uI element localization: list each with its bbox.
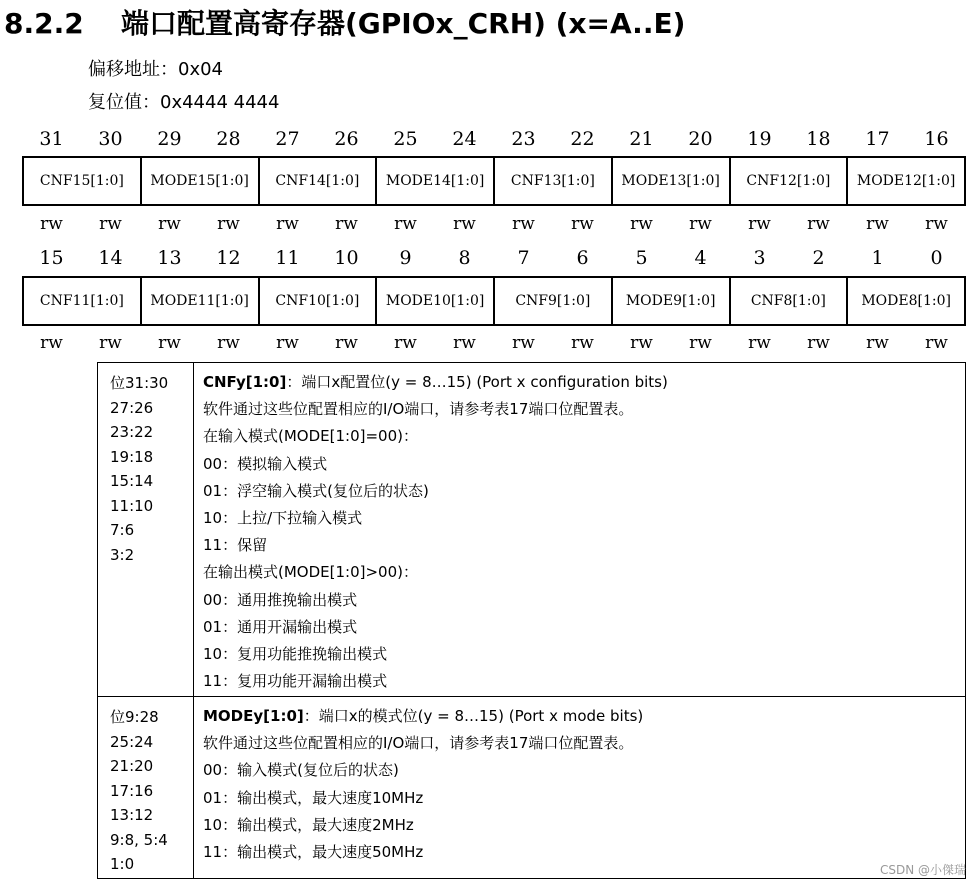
- section-title: 端口配置高寄存器(GPIOx_CRH) (x=A..E): [121, 7, 686, 40]
- bit-number: 1: [871, 247, 884, 269]
- bit-number: 25: [393, 128, 418, 150]
- bit-number: 0: [930, 247, 943, 269]
- register-field: CNF14[1:0]: [260, 158, 378, 204]
- field-summary: ：端口x的模式位(y = 8…15) (Port x mode bits): [303, 707, 644, 725]
- bit-range: 27:26: [110, 398, 154, 417]
- register-field: MODE14[1:0]: [377, 158, 495, 204]
- bit-number: 15: [39, 247, 64, 269]
- access-type: rw: [394, 214, 417, 234]
- bit-number: 23: [511, 128, 536, 150]
- bit-range-cell: [98, 697, 194, 879]
- register-field: CNF15[1:0]: [24, 158, 142, 204]
- access-type: rw: [866, 214, 889, 234]
- access-type: rw: [40, 333, 63, 353]
- bit-number: 29: [157, 128, 182, 150]
- access-type: rw: [335, 333, 358, 353]
- bit-number: 14: [98, 247, 123, 269]
- access-type: rw: [866, 333, 889, 353]
- bit-number: 22: [570, 128, 595, 150]
- access-type: rw: [807, 214, 830, 234]
- reset-value: 复位值：0x4444 4444: [88, 92, 280, 113]
- description-line: 11：复用功能开漏输出模式: [203, 672, 388, 691]
- access-type: rw: [158, 214, 181, 234]
- description-cell: [194, 363, 966, 697]
- description-line: 在输入模式(MODE[1:0]=00)：: [203, 427, 418, 446]
- bit-range: 7:6: [110, 521, 135, 539]
- description-line: 在输出模式(MODE[1:0]>00)：: [203, 563, 418, 582]
- bit-range: 9:8, 5:4: [110, 830, 168, 849]
- bit-number: 6: [576, 247, 589, 269]
- access-row-high: [22, 211, 966, 237]
- access-type: rw: [158, 333, 181, 353]
- access-type: rw: [394, 333, 417, 353]
- access-type: rw: [689, 214, 712, 234]
- access-type: rw: [630, 333, 653, 353]
- bit-number: 24: [452, 128, 477, 150]
- access-type: rw: [276, 333, 299, 353]
- bit-range: 15:14: [110, 472, 154, 490]
- description-line: 00：模拟输入模式: [203, 454, 328, 473]
- field-heading: [203, 703, 965, 730]
- access-type: rw: [925, 214, 948, 234]
- bit-number: 19: [747, 128, 772, 150]
- field-heading: [203, 369, 965, 396]
- description-line: 11：输出模式，最大速度50MHz: [203, 843, 424, 862]
- bit-range: 位31:30: [110, 374, 169, 392]
- table-row: [98, 363, 966, 697]
- register-field: MODE11[1:0]: [142, 278, 260, 324]
- access-type: rw: [276, 214, 299, 234]
- access-type: rw: [99, 214, 122, 234]
- bit-range-cell: [98, 363, 194, 697]
- register-field: MODE12[1:0]: [848, 158, 966, 204]
- description-line: 00：通用推挽输出模式: [203, 590, 358, 609]
- register-field: MODE10[1:0]: [377, 278, 495, 324]
- register-field: CNF8[1:0]: [731, 278, 849, 324]
- bit-range: 3:2: [110, 545, 135, 564]
- bit-numbers-high: [22, 126, 966, 152]
- access-type: rw: [217, 214, 240, 234]
- access-type: rw: [748, 333, 771, 353]
- access-type: rw: [453, 333, 476, 353]
- bit-range: 1:0: [110, 855, 135, 873]
- bit-number: 17: [865, 128, 890, 150]
- bit-number: 2: [812, 247, 825, 269]
- bit-number: 10: [334, 247, 359, 269]
- access-type: rw: [512, 333, 535, 353]
- section-heading: [4, 4, 685, 44]
- register-field: MODE9[1:0]: [613, 278, 731, 324]
- description-line: 10：上拉/下拉输入模式: [203, 509, 363, 528]
- bit-range: 21:20: [110, 757, 154, 775]
- access-type: rw: [630, 214, 653, 234]
- bit-number: 30: [98, 128, 123, 150]
- register-field: CNF10[1:0]: [260, 278, 378, 324]
- bit-number: 26: [334, 128, 359, 150]
- register-fields-high: [22, 156, 966, 206]
- register-field: CNF9[1:0]: [495, 278, 613, 324]
- bit-number: 4: [694, 247, 707, 269]
- bit-number: 3: [753, 247, 766, 269]
- access-type: rw: [925, 333, 948, 353]
- description-line: 01：浮空输入模式(复位后的状态): [203, 481, 429, 500]
- bit-range: 23:22: [110, 423, 154, 441]
- bit-number: 12: [216, 247, 241, 269]
- access-type: rw: [571, 214, 594, 234]
- bit-number: 28: [216, 128, 241, 150]
- access-type: rw: [453, 214, 476, 234]
- bit-range: 17:16: [110, 781, 154, 800]
- bit-range: 13:12: [110, 806, 154, 824]
- bit-number: 16: [924, 128, 949, 150]
- bit-range: 位9:28: [110, 708, 159, 726]
- field-summary: ：端口x配置位(y = 8…15) (Port x configuration bits): [286, 373, 668, 391]
- access-type: rw: [40, 214, 63, 234]
- access-type: rw: [335, 214, 358, 234]
- bit-number: 11: [275, 247, 300, 269]
- description-line: 10：复用功能推挽输出模式: [203, 645, 388, 664]
- bit-number: 20: [688, 128, 713, 150]
- bit-range: 11:10: [110, 496, 154, 515]
- register-field: CNF13[1:0]: [495, 158, 613, 204]
- bit-number: 7: [517, 247, 530, 269]
- access-type: rw: [217, 333, 240, 353]
- description-line: 11：保留: [203, 536, 268, 555]
- register-field: MODE8[1:0]: [848, 278, 966, 324]
- bit-number: 31: [39, 128, 64, 150]
- description-line: 01：通用开漏输出模式: [203, 617, 358, 636]
- access-row-low: [22, 330, 966, 356]
- access-type: rw: [748, 214, 771, 234]
- register-field: MODE13[1:0]: [613, 158, 731, 204]
- bit-number: 27: [275, 128, 300, 150]
- register-field: CNF11[1:0]: [24, 278, 142, 324]
- field-name: CNFy[1:0]: [203, 373, 287, 391]
- register-field: MODE15[1:0]: [142, 158, 260, 204]
- bit-number: 18: [806, 128, 831, 150]
- access-type: rw: [689, 333, 712, 353]
- access-type: rw: [571, 333, 594, 353]
- bit-description-table: [97, 362, 966, 879]
- bit-range: 19:18: [110, 447, 154, 466]
- description-line: 00：输入模式(复位后的状态): [203, 761, 399, 780]
- section-number: 8.2.2: [4, 7, 84, 40]
- register-fields-low: [22, 276, 966, 326]
- bit-numbers-low: [22, 245, 966, 271]
- register-field: CNF12[1:0]: [731, 158, 849, 204]
- table-row: [98, 697, 966, 879]
- bit-number: 21: [629, 128, 654, 150]
- description-line: 软件通过这些位配置相应的I/O端口，请参考表17端口位配置表。: [203, 734, 634, 753]
- bit-number: 13: [157, 247, 182, 269]
- bit-range: 25:24: [110, 732, 154, 751]
- watermark: CSDN @小傑瑞: [879, 863, 966, 877]
- access-type: rw: [807, 333, 830, 353]
- access-type: rw: [99, 333, 122, 353]
- description-line: 01：输出模式，最大速度10MHz: [203, 788, 424, 807]
- offset-address: 偏移地址：0x04: [88, 59, 224, 80]
- field-name: MODEy[1:0]: [203, 707, 304, 725]
- description-line: 10：输出模式，最大速度2MHz: [203, 815, 414, 834]
- bit-number: 9: [399, 247, 412, 269]
- access-type: rw: [512, 214, 535, 234]
- bit-number: 5: [635, 247, 648, 269]
- description-cell: [194, 697, 966, 879]
- bit-number: 8: [458, 247, 471, 269]
- description-line: 软件通过这些位配置相应的I/O端口，请参考表17端口位配置表。: [203, 400, 634, 419]
